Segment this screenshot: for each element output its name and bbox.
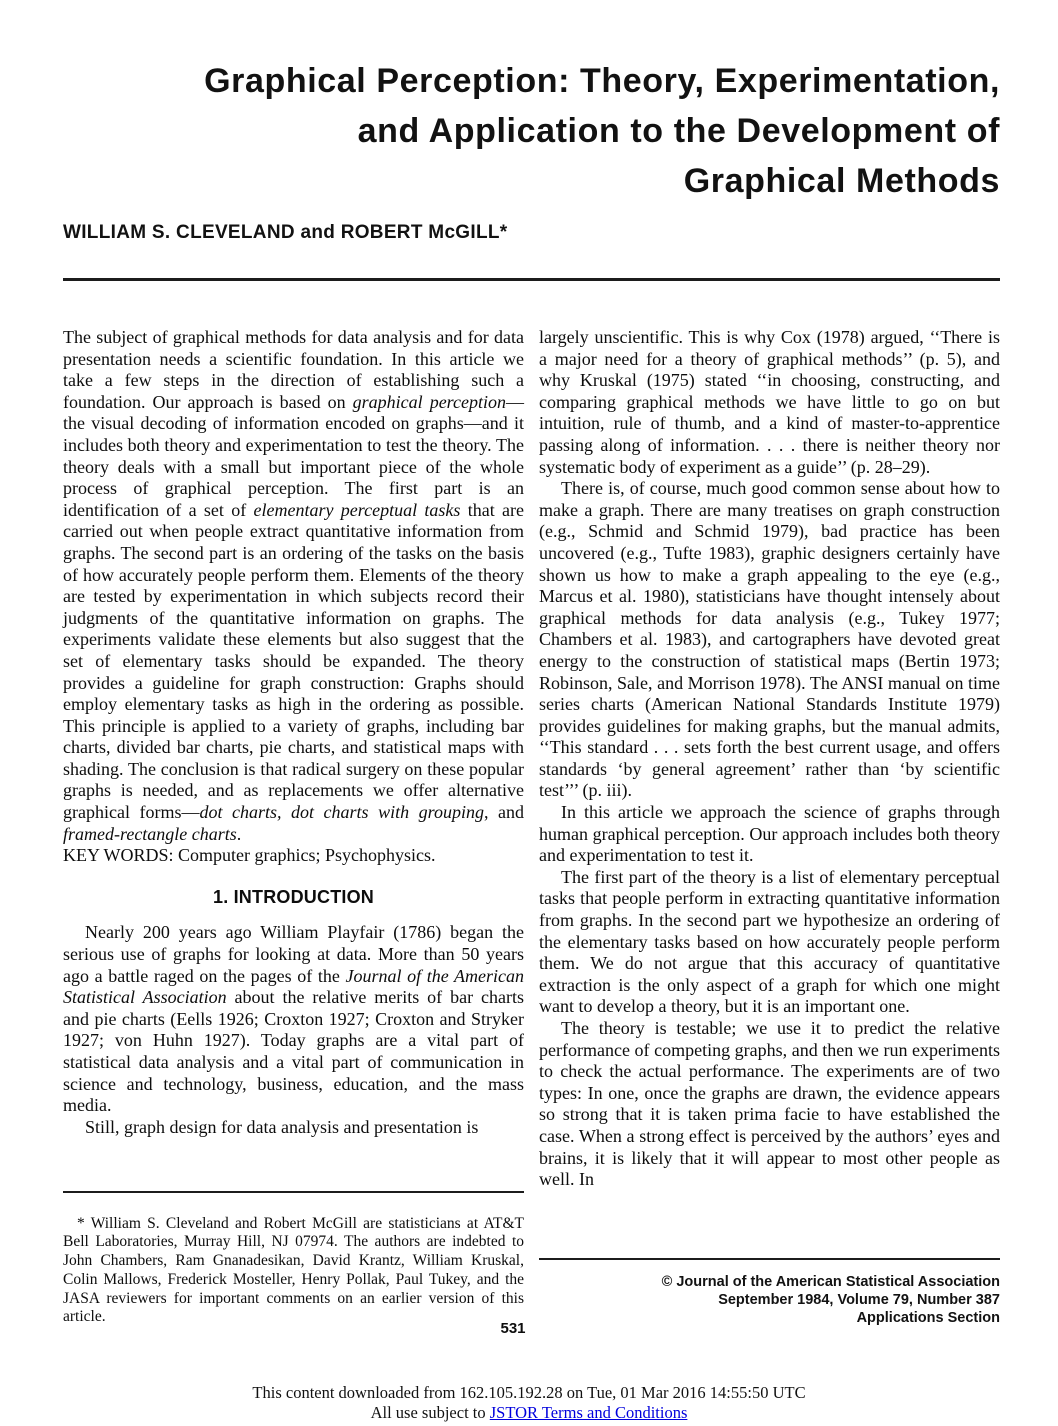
footnote-divider xyxy=(63,1191,524,1193)
page-content xyxy=(63,0,1000,1327)
abstract-text: that are carried out when people extract quantitative information from graphs. The second part is an ordering of the tasks on the basis of how accurately people perform them. Elements of the theory are tested by experimentation in which subjects record their judgments of the quantitative information on graphs. The experiments validate these elements but also suggest that the set of elementary tasks should be expanded. The theory provides a guideline for graph construction: Graphs should employ elementary tasks as high in the ordering as possible. This principle is applied to a variety of graphs, including bar charts, divided bar charts, pie charts, and statistical maps with shading. The conclusion is that radical surgery on these popular graphs is needed, and as replacements we offer alternative graphical forms— xyxy=(63,499,524,823)
two-column-body xyxy=(63,327,1000,1327)
article-title-line2: and Application to the Development of xyxy=(357,112,1000,150)
intro-text: Nearly 200 years ago William Playfair (1786) began the serious use of graphs for looking at data. More than 50 years ago a battle raged on the pages of the xyxy=(63,922,524,986)
copyright-line1: © Journal of the American Statistical Association xyxy=(661,1274,1000,1290)
intro-paragraph-1 xyxy=(63,922,524,1116)
section-heading-introduction: 1. INTRODUCTION xyxy=(212,886,374,907)
intro-paragraph-2: Still, graph design for data analysis and presentation is xyxy=(85,1116,479,1137)
copyright-divider xyxy=(539,1258,1000,1260)
body-paragraph-common-sense: There is, of course, much good common sense about how to make a graph. There are many treatises on graph construction (e.g., Schmid and Schmid 1979), bad practice has been uncovered (e.g., Tufte 1983), graphic designers certainly have shown us how to make a graph appealing to the eye (e.g., Marcus et al. 1980), statisticians have thought intensely about graphical methods for data analysis (e.g., Tukey 1977; Chambers et al. 1983), and cartographers have devoted great energy to the construction of statistical maps (Bertin 1973; Robinson, Sale, and Morrison 1978). The ANSI manual on time series charts (American National Standards Institute 1979) provides guidelines for making graphs, but the manual admits, ‘‘This standard . . . sets forth the best current usage, and offers standards ‘by general agreement’ rather than ‘by scientific test’’’ (p. iii). xyxy=(539,478,1000,801)
abstract-italic-framed-rectangle-charts: framed-rectangle charts xyxy=(63,823,237,844)
body-paragraph-continuation: largely unscientific. This is why Cox (1978) argued, ‘‘There is a major need for a theory of graphical methods’’ (p. 5), and why Kruskal (1975) stated ‘‘in choosing, constructing, and comparing graphical methods we have little to go on but intuition, rule of thumb, and a kind of master-to-apprentice passing along of information. . . . there is neither theory nor systematic body of experiment as a guide’’ (p. 28–29). xyxy=(539,327,1000,477)
journal-copyright xyxy=(539,1273,1000,1327)
left-column xyxy=(63,327,524,1327)
article-title xyxy=(63,56,1000,206)
author-footnote: * William S. Cleveland and Robert McGill are statisticians at AT&T Bell Laboratories, Murray Hill, NJ 07974. The authors are indebted to John Chambers, Ram Gnanadesikan, David Krantz, William Kruskal, Colin Mallows, Frederick Mosteller, Henry Pollak, Paul Tukey, and the JASA reviewers for important comments on an earlier version of this article. xyxy=(63,1214,524,1326)
footnote-block xyxy=(63,1191,524,1327)
abstract-text: The subject of graphical methods for data analysis and for data presentation needs a scientific foundation. In this article we take a few steps in the direction of establishing such a foundation. Our approach is based on xyxy=(63,327,524,412)
jstor-download-notice: This content downloaded from 162.105.192.28 on Tue, 01 Mar 2016 14:55:50 UTC xyxy=(252,1383,806,1402)
copyright-block xyxy=(539,1258,1000,1327)
intro-text: about the relative merits of bar charts and pie charts (Eells 1926; Croxton 1927; Croxton and Stryker 1927; von Huhn 1927). Today graphs are a vital part of statistical data analysis and a vital part of communication in science and technology, business, education, and the mass media. xyxy=(63,987,524,1116)
jstor-footer xyxy=(0,1383,1058,1422)
body-paragraph-first-part: The first part of the theory is a list of elementary perceptual tasks that people perform in extracting quantitative information from graphs. In the second part we hypothesize an ordering of the elementary tasks based on how accurately people perform them. We do not argue that this accuracy of quantitative extraction is the only aspect of a graph for which one might want to develop a theory, but it is an important one. xyxy=(539,866,1000,1017)
abstract-paragraph xyxy=(63,327,524,845)
abstract-text: . xyxy=(236,823,242,844)
abstract-italic-dot-charts: dot charts, dot charts with grouping xyxy=(199,802,484,823)
jstor-terms-prefix: All use subject to xyxy=(370,1402,490,1422)
header-divider xyxy=(63,278,1000,281)
abstract-italic-elementary-perceptual-tasks: elementary perceptual tasks xyxy=(253,499,461,520)
copyright-line3: Applications Section xyxy=(856,1310,1000,1326)
keywords-line: KEY WORDS: Computer graphics; Psychophysics. xyxy=(63,845,436,866)
page-number: 531 xyxy=(500,1320,526,1337)
abstract-text: —the visual decoding of information encoded on graphs—and it includes both theory and experimentation to test the theory. The theory deals with a small but important piece of the whole process of graphical perception. The first part is an identification of a set of xyxy=(63,391,524,520)
abstract-italic-graphical-perception: graphical perception xyxy=(352,391,506,412)
copyright-line2: September 1984, Volume 79, Number 387 xyxy=(718,1292,1000,1308)
article-title-line3: Graphical Methods xyxy=(683,162,1000,200)
intro-italic-jasa: Journal of the American Statistical Association xyxy=(63,965,525,1008)
jstor-terms-line xyxy=(0,1403,1058,1423)
authors-line: WILLIAM S. CLEVELAND and ROBERT McGILL* xyxy=(63,222,508,243)
right-column xyxy=(539,327,1000,1327)
jstor-terms-link[interactable]: JSTOR Terms and Conditions xyxy=(489,1402,688,1422)
abstract-text: , and xyxy=(483,802,524,823)
body-paragraph-theory-testable: The theory is testable; we use it to predict the relative performance of competing graphs, and then we run experiments to check the actual performance. The experiments are of two types: In one, once the graphs are drawn, the evidence appears so strong that it is taken prima facie to have established the case. When a strong effect is perceived by the authors’ eyes and brains, it is likely that it will appear to most other people as well. In xyxy=(539,1018,1000,1190)
article-title-line1: Graphical Perception: Theory, Experimentation, xyxy=(204,62,1000,100)
body-paragraph-approach: In this article we approach the science of graphs through human graphical perception. Our approach includes both theory and experimentation to test it. xyxy=(539,802,1000,866)
